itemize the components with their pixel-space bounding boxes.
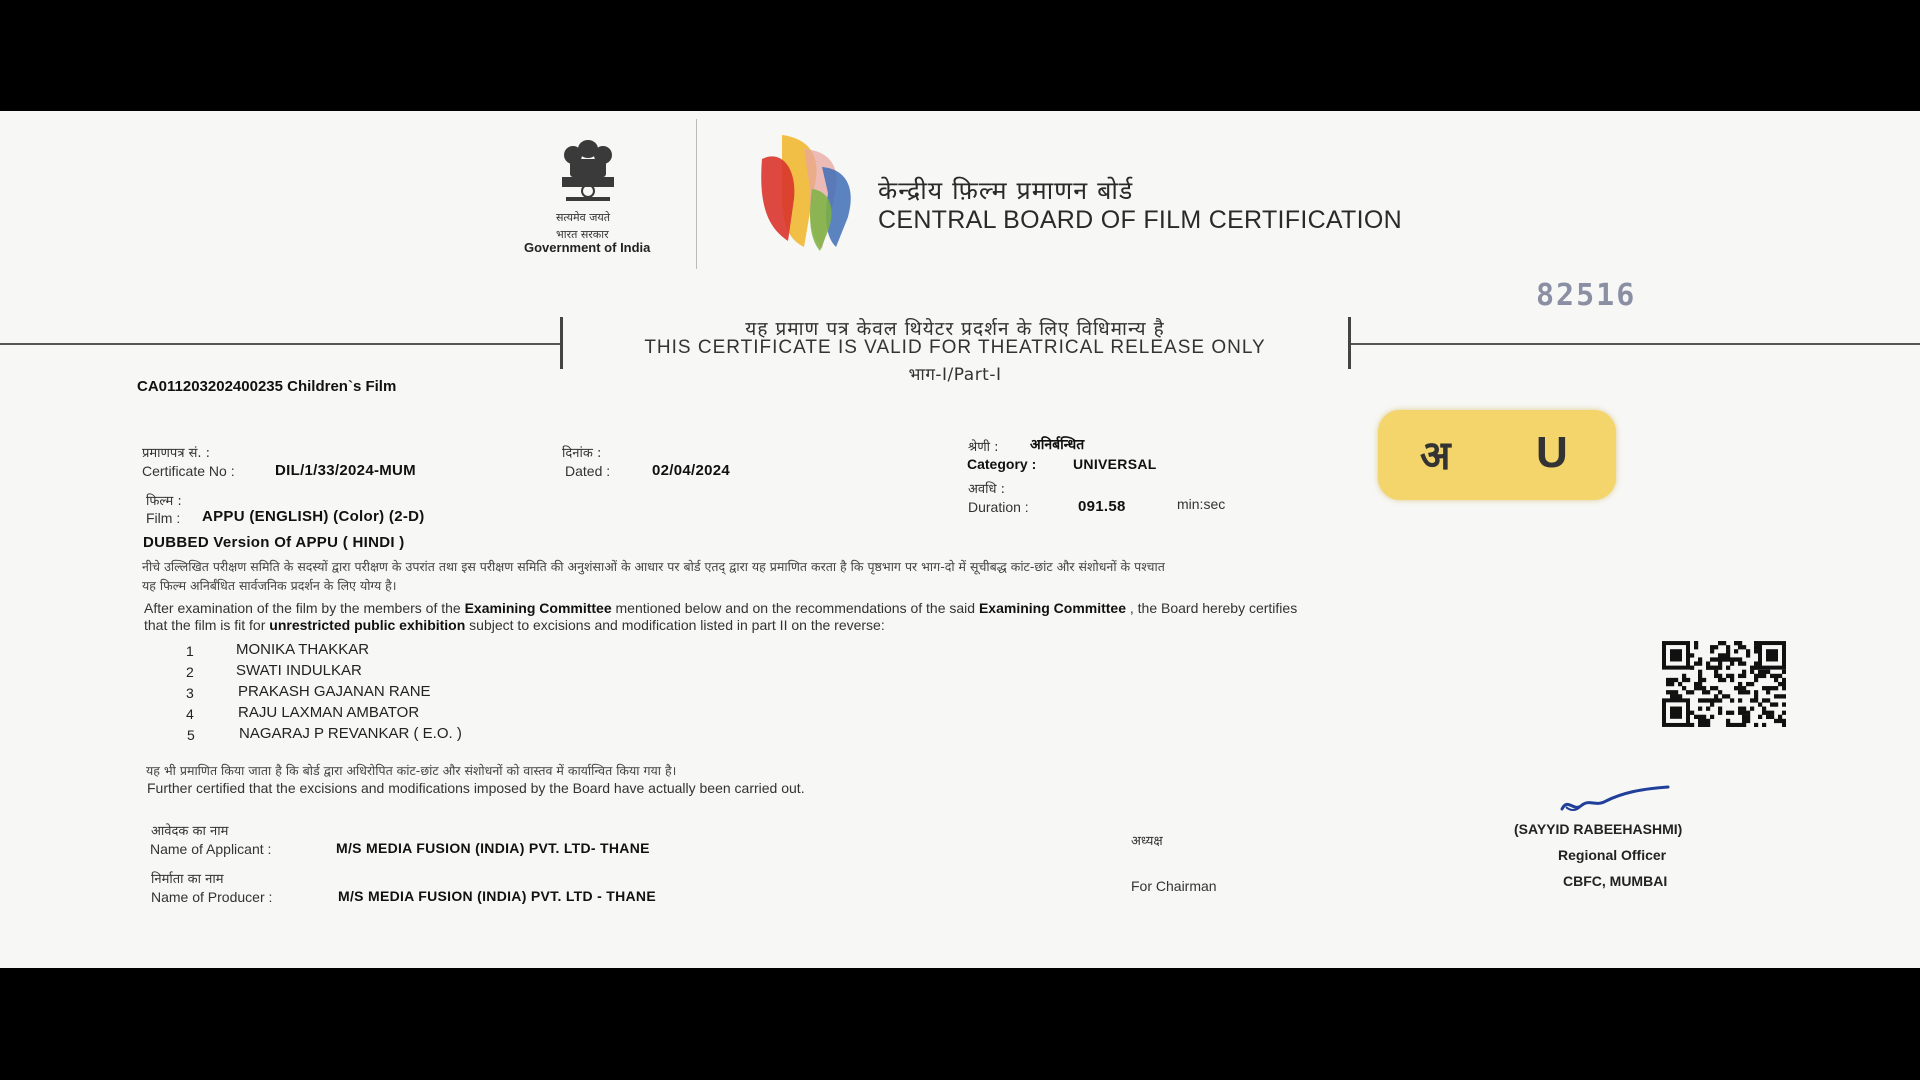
- duration-unit: min:sec: [1177, 496, 1226, 512]
- banner-bracket-left: [560, 317, 563, 369]
- member-name: RAJU LAXMAN AMBATOR: [238, 704, 420, 721]
- film-label: Film :: [146, 510, 181, 526]
- board-title-hindi: केन्द्रीय फ़िल्म प्रमाणन बोर्ड: [878, 176, 1134, 205]
- chairman-label-hindi: अध्यक्ष: [1131, 834, 1163, 849]
- member-name: MONIKA THAKKAR: [236, 641, 370, 658]
- category-value-hindi: अनिर्बन्धित: [1030, 437, 1085, 453]
- applicant-label-hindi: आवेदक का नाम: [151, 824, 229, 839]
- category-label-hindi: श्रेणी :: [968, 440, 999, 455]
- banner-bracket-right: [1348, 317, 1351, 369]
- applicant-value: M/S MEDIA FUSION (INDIA) PVT. LTD- THANE: [336, 840, 650, 856]
- film-title: APPU (ENGLISH) (Color) (2-D): [202, 508, 425, 525]
- statement-english-line1: After examination of the film by the members of the Examining Committee mentioned below and on the recommendations of the said Examining Committee , the Board hereby certifies: [144, 600, 1298, 616]
- applicant-label: Name of Applicant :: [150, 841, 272, 857]
- member-number: 2: [186, 664, 194, 680]
- further-english: Further certified that the excisions and modifications imposed by the Board have actually been carried out.: [147, 780, 805, 796]
- category-label: Category :: [967, 456, 1037, 472]
- producer-label: Name of Producer :: [151, 889, 273, 905]
- duration-label: Duration :: [968, 499, 1029, 515]
- signatory-office: CBFC, MUMBAI: [1563, 873, 1668, 889]
- signature: [1556, 779, 1676, 819]
- member-number: 1: [186, 643, 194, 659]
- duration-value: 091.58: [1078, 498, 1126, 515]
- board-title-english: CENTRAL BOARD OF FILM CERTIFICATION: [878, 206, 1402, 234]
- emblem-motto: सत्यमेव जयते: [556, 211, 611, 224]
- member-name: PRAKASH GAJANAN RANE: [238, 683, 431, 700]
- statement-hindi-line1: नीचे उल्लिखित परीक्षण समिति के सदस्यों द्वारा परीक्षण के उपरांत तथा इस परीक्षण समिति की अनुशंसाओं के आधार पर बोर्ड एतद् द्वारा यह प्रमाणित करता है कि पृष्ठभाग पर भाग-दो में सूचीबद्ध कांट-छांट और संशोधनों के पश्चात: [142, 559, 1165, 574]
- member-name: SWATI INDULKAR: [236, 662, 362, 679]
- rating-english: U: [1536, 428, 1568, 477]
- banner-rule-left: [0, 343, 560, 345]
- certificate-document: [0, 111, 1920, 968]
- cbfc-logo-icon: [752, 129, 862, 255]
- date-label: Dated :: [565, 463, 611, 479]
- film-label-hindi: फिल्म :: [146, 494, 182, 509]
- further-hindi: यह भी प्रमाणित किया जाता है कि बोर्ड द्वारा अधिरोपित कांट-छांट और संशोधनों को वास्तव में कार्यान्वित किया गया है।: [146, 763, 677, 778]
- certificate-no-label-hindi: प्रमाणपत्र सं. :: [142, 446, 211, 461]
- rating-hindi: अ: [1420, 433, 1451, 479]
- date-value: 02/04/2024: [652, 462, 731, 479]
- banner-hindi: यह प्रमाण पत्र केवल थियेटर प्रदर्शन के लिए विधिमान्य है: [745, 318, 1165, 340]
- film-dubbed: DUBBED Version Of APPU ( HINDI ): [143, 534, 405, 551]
- rating-badge: [1378, 410, 1616, 500]
- chairman-label: For Chairman: [1131, 878, 1217, 894]
- certificate-no-label: Certificate No :: [142, 463, 235, 479]
- producer-label-hindi: निर्माता का नाम: [151, 872, 224, 887]
- date-label-hindi: दिनांक :: [562, 446, 602, 461]
- reference-number: CA011203202400235 Children`s Film: [137, 378, 397, 395]
- producer-value: M/S MEDIA FUSION (INDIA) PVT. LTD - THANE: [338, 888, 656, 904]
- serial-number: 82516: [1536, 278, 1637, 313]
- category-value: UNIVERSAL: [1073, 456, 1157, 472]
- banner-part: भाग-I/Part-I: [908, 365, 1002, 385]
- header-divider: [696, 119, 697, 269]
- certificate-no-value: DIL/1/33/2024-MUM: [275, 462, 416, 479]
- govt-hindi: भारत सरकार: [556, 228, 609, 241]
- duration-label-hindi: अवधि :: [968, 482, 1006, 497]
- member-number: 3: [186, 685, 194, 701]
- govt-english: Government of India: [524, 240, 651, 255]
- signatory-name: (SAYYID RABEEHASHMI): [1514, 821, 1683, 837]
- member-number: 4: [186, 706, 194, 722]
- member-name: NAGARAJ P REVANKAR ( E.O. ): [239, 725, 462, 742]
- state-emblem-icon: [548, 135, 628, 205]
- signatory-title: Regional Officer: [1558, 847, 1667, 863]
- banner-english: THIS CERTIFICATE IS VALID FOR THEATRICAL RELEASE ONLY: [644, 337, 1266, 358]
- banner-rule-right: [1350, 343, 1920, 345]
- member-number: 5: [187, 727, 195, 743]
- statement-english-line2: that the film is fit for unrestricted public exhibition subject to excisions and modification listed in part II on the reverse:: [144, 617, 885, 633]
- qr-code-icon: [1662, 641, 1786, 727]
- statement-hindi-line2: यह फिल्म अनिर्बंधित सार्वजनिक प्रदर्शन के लिए योग्य है।: [142, 578, 397, 593]
